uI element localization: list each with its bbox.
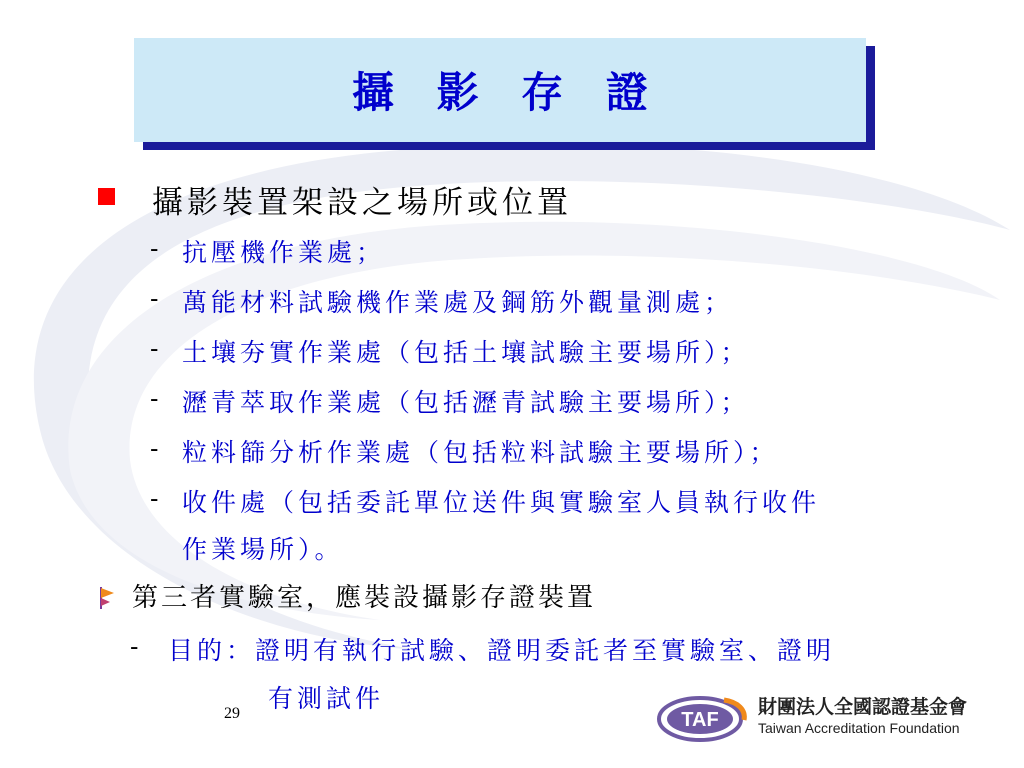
taf-logo [654,688,994,748]
sub-item: 瀝青萃取作業處（包括瀝青試驗主要場所）； [182,388,750,417]
sub-item: 萬能材料試驗機作業處及鋼筋外觀量測處； [182,288,734,317]
main-bullet-text: 攝影裝置架設之場所或位置 [152,185,572,221]
flag-bullet-icon [96,585,118,611]
logo-name-chinese: 財團法人全國認證基金會 [758,696,968,718]
purpose-line-2: 有測試件 [268,684,385,713]
logo-name-english: Taiwan Accreditation Foundation [758,720,960,736]
dash-marker: - [150,284,159,313]
dash-marker: - [130,632,139,661]
taf-logo-mark [654,690,752,744]
sub-item-continuation: 作業場所）。 [182,535,344,564]
dash-marker: - [150,434,159,463]
sub-item: 粒料篩分析作業處（包括粒料試驗主要場所）； [182,438,779,467]
page-number: 29 [224,705,240,722]
title-box [134,38,866,142]
purpose-line-1: 目的：證明有執行試驗、證明委託者至實驗室、證明 [168,636,836,665]
sub-item: 收件處（包括委託單位送件與實驗室人員執行收件 [182,488,821,517]
red-square-bullet-icon [98,188,115,205]
dash-marker: - [150,384,159,413]
dash-marker: - [150,484,159,513]
slide-title: 攝 影 存 證 [352,68,662,117]
logo-mark-text: TAF [681,709,719,731]
sub-item: 土壤夯實作業處（包括土壤試驗主要場所）； [182,338,750,367]
dash-marker: - [150,334,159,363]
second-bullet-text: 第三者實驗室，應裝設攝影存證裝置 [132,583,597,613]
dash-marker: - [150,234,159,263]
sub-item: 抗壓機作業處； [182,238,386,267]
